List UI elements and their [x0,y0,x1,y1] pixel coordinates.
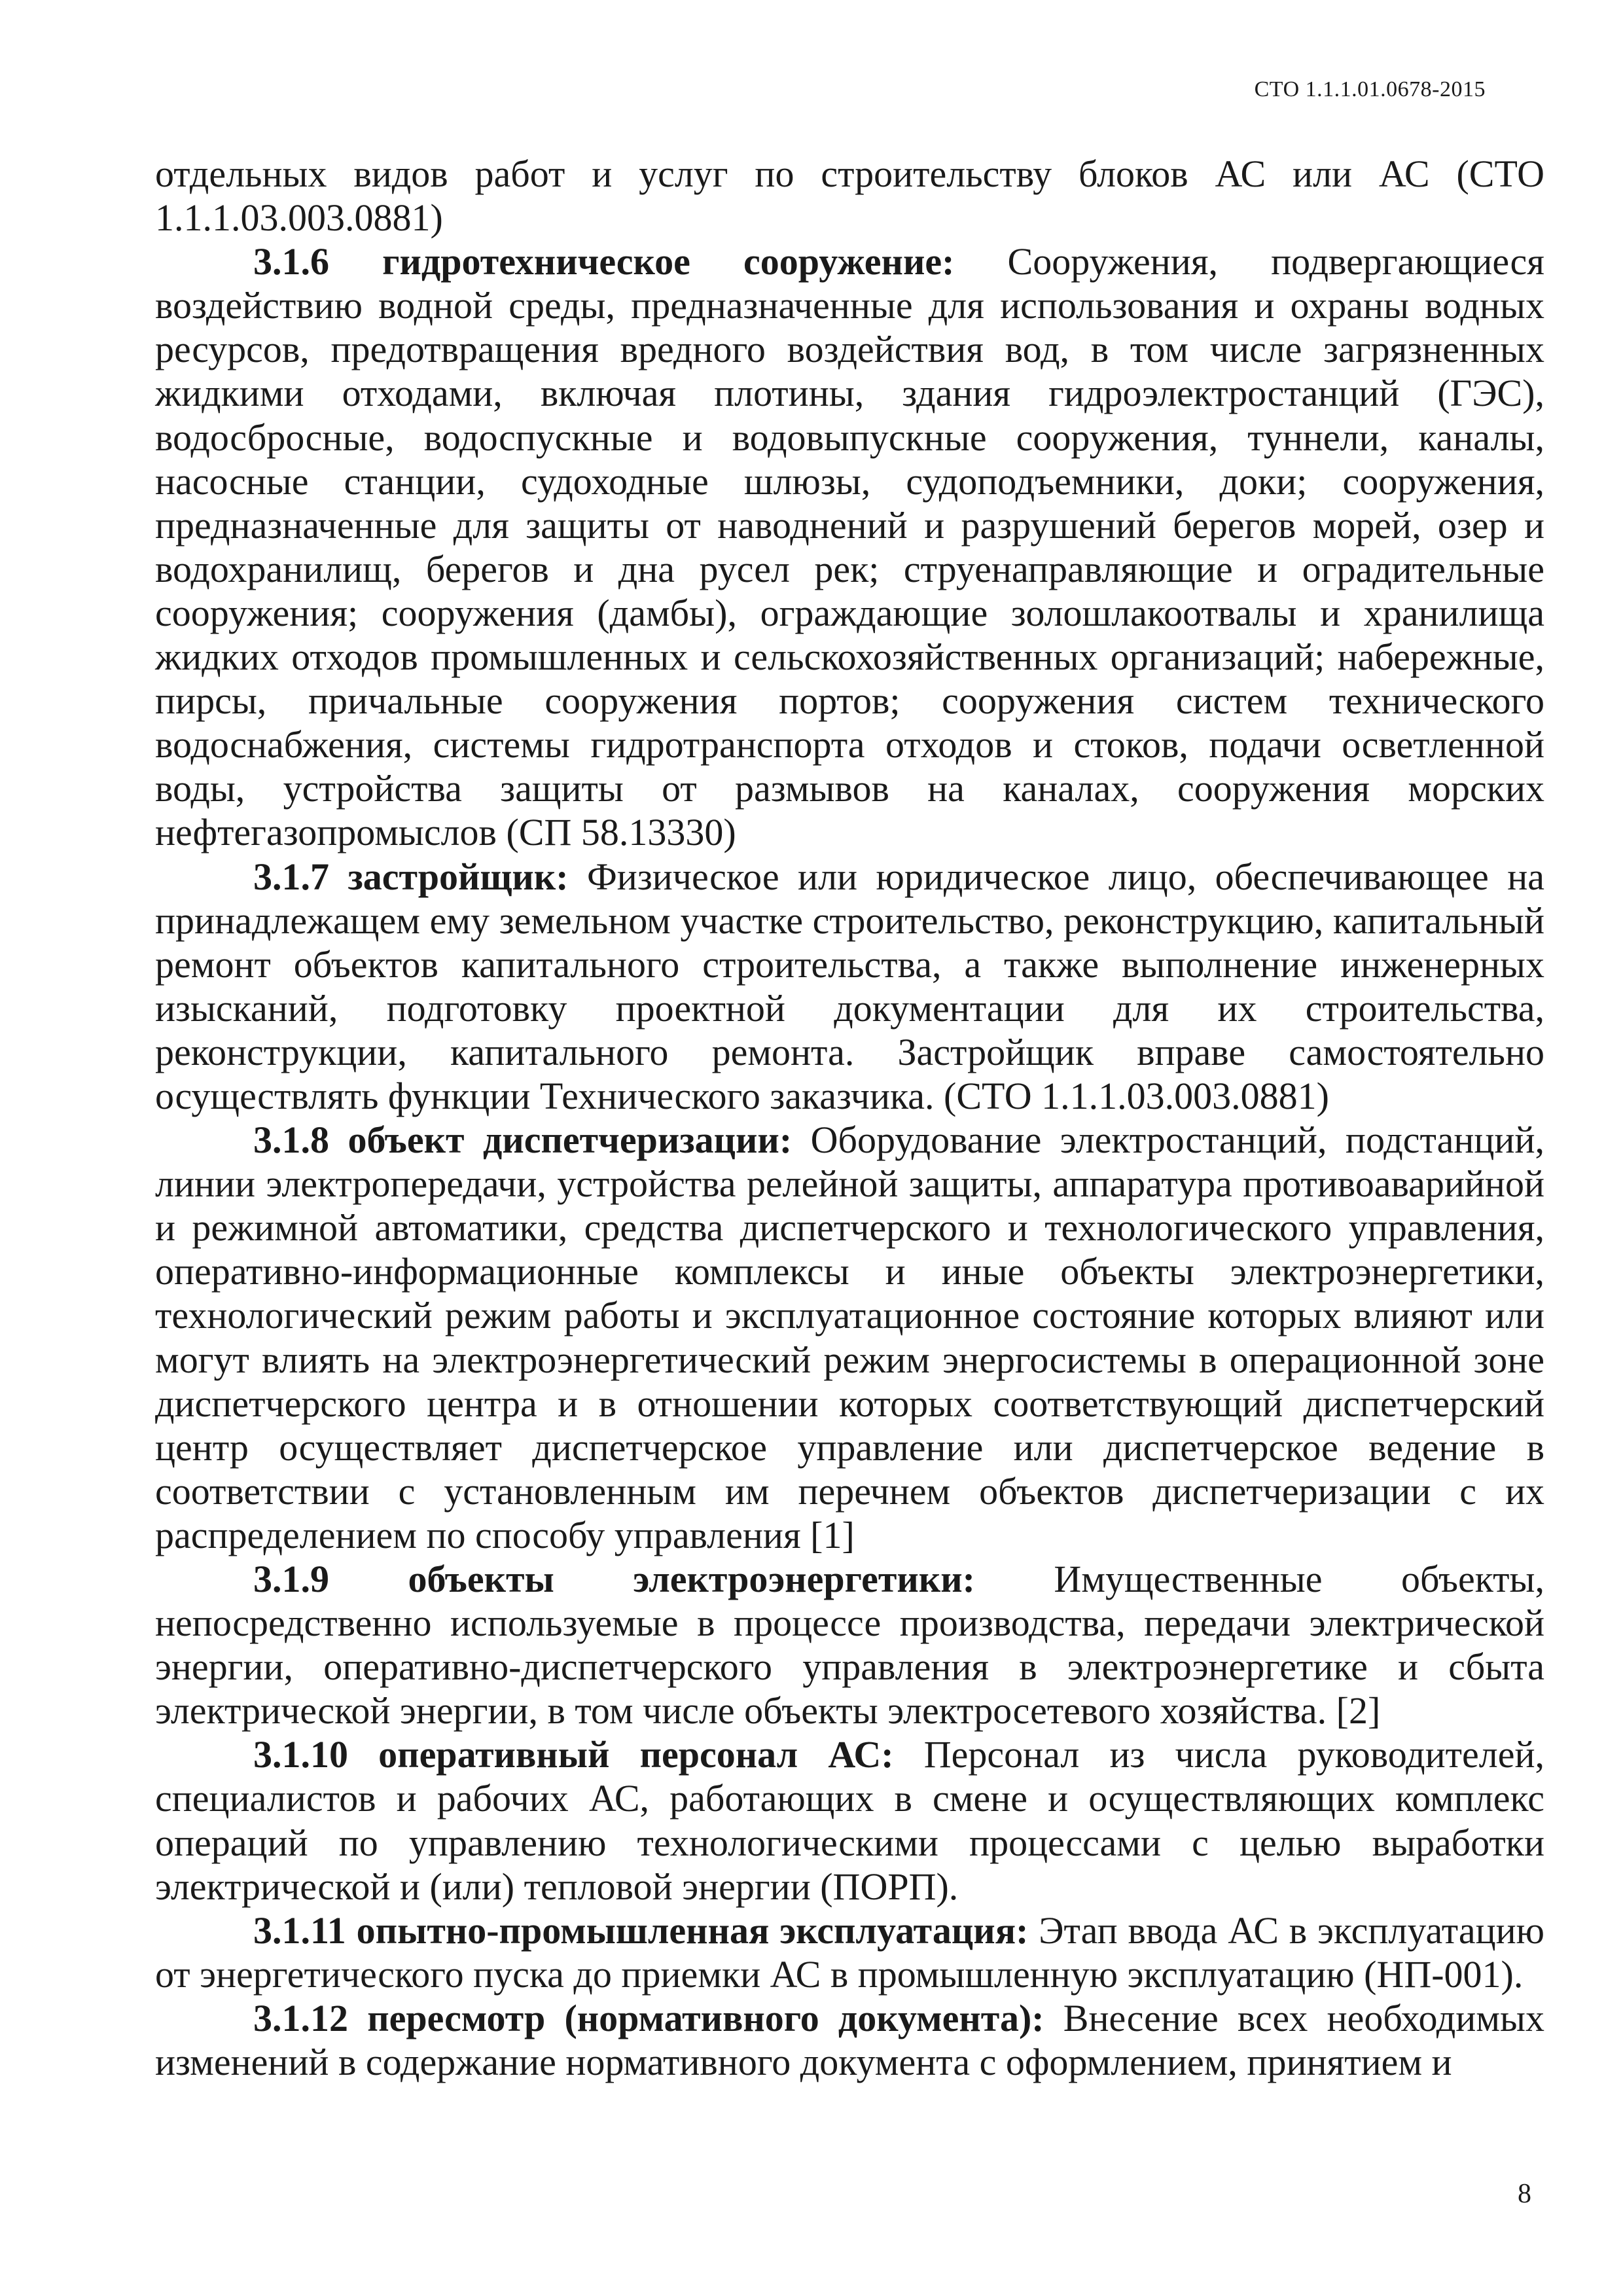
term-3-1-11 [155,1909,1544,1996]
term-definition: Этап ввода АС в эксплуатацию от энергетического пуска до приемки АС в промышленную эксплуатацию (НП-001). [155,1909,1544,1996]
term-definition: Сооружения, подвергающиеся воздействию водной среды, предназначенные для использования и охраны водных ресурсов, предотвращения вредного воздействия вод, в том числе загрязненных жидкими отходами, включая плотины, здания гидроэлектростанций (ГЭС), водосбросные, водоспускные и водовыпускные сооружения, туннели, каналы, насосные станции, судоходные шлюзы, судоподъемники, доки; сооружения, предназначенные для защиты от наводнений и разрушений берегов морей, озер и водохранилищ, берегов и дна русел рек; струенаправляющие и оградительные сооружения; сооружения (дамбы), ограждающие золошлакоотвалы и хранилища жидких отходов промышленных и сельскохозяйственных организаций; набережные, пирсы, причальные сооружения портов; сооружения систем технического водоснабжения, системы гидротранспорта отходов и стоков, подачи осветленной воды, устройства защиты от размывов на каналах, сооружения морских нефтегазопромыслов (СП 58.13330) [155,240,1544,854]
page-number: 8 [1518,2179,1531,2209]
term-3-1-6 [155,240,1544,854]
term-definition: Персонал из числа руководителей, специалистов и рабочих АС, работающих в смене и осуществляющих комплекс операций по управлению технологическими процессами с целью выработки электрической и (или) тепловой энергии (ПОРП). [155,1733,1544,1908]
term-definition: Имущественные объекты, непосредственно используемые в процессе производства, передачи электрической энергии, оперативно-диспетчерского управления в электроэнергетике и сбыта электрической энергии, в том числе объекты электросетевого хозяйства. [2] [155,1558,1544,1732]
term-3-1-9 [155,1557,1544,1732]
term-definition: Оборудование электростанций, подстанций, линии электропередачи, устройства релейной защиты, аппаратура противоаварийной и режимной автоматики, средства диспетчерского и технологического управления, оперативно-информационные комплексы и иные объекты электроэнергетики, технологический режим работы и эксплуатационное состояние которых влияют или могут влиять на электроэнергетический режим энергосистемы в операционной зоне диспетчерского центра и в отношении которых соответствующий диспетчерский центр осуществляет диспетчерское управление или диспетчерское ведение в соответствии с установленным им перечнем объектов диспетчеризации с их распределением по способу управления [1] [155,1119,1544,1556]
term-heading: 3.1.7 застройщик: [253,855,569,898]
document-code-header: СТО 1.1.1.01.0678-2015 [1254,77,1486,101]
term-heading: 3.1.9 объекты электроэнергетики: [253,1558,975,1600]
term-heading: 3.1.11 опытно-промышленная эксплуатация: [253,1909,1029,1952]
term-heading: 3.1.12 пересмотр (нормативного документа): [253,1996,1044,2039]
term-heading: 3.1.10 оперативный персонал АС: [253,1733,894,1776]
term-3-1-7 [155,855,1544,1119]
term-heading: 3.1.6 гидротехническое сооружение: [253,240,955,283]
term-3-1-12 [155,1996,1544,2084]
term-definition: Физическое или юридическое лицо, обеспечивающее на принадлежащем ему земельном участке строительство, реконструкцию, капитальный ремонт объектов капитального строительства, а также выполнение инженерных изысканий, подготовку проектной документации для их строительства, реконструкции, капитального ремонта. Застройщик вправе самостоятельно осуществлять функции Технического заказчика. (СТО 1.1.1.03.003.0881) [155,855,1544,1117]
continuation-paragraph: отдельных видов работ и услуг по строительству блоков АС или АС (СТО 1.1.1.03.003.0881) [155,152,1544,240]
term-definition: Внесение всех необходимых изменений в содержание нормативного документа с оформлением, принятием и [155,1996,1544,2084]
term-3-1-10 [155,1732,1544,1908]
document-body [155,152,1544,2084]
term-3-1-8 [155,1118,1544,1557]
term-heading: 3.1.8 объект диспетчеризации: [253,1119,793,1162]
